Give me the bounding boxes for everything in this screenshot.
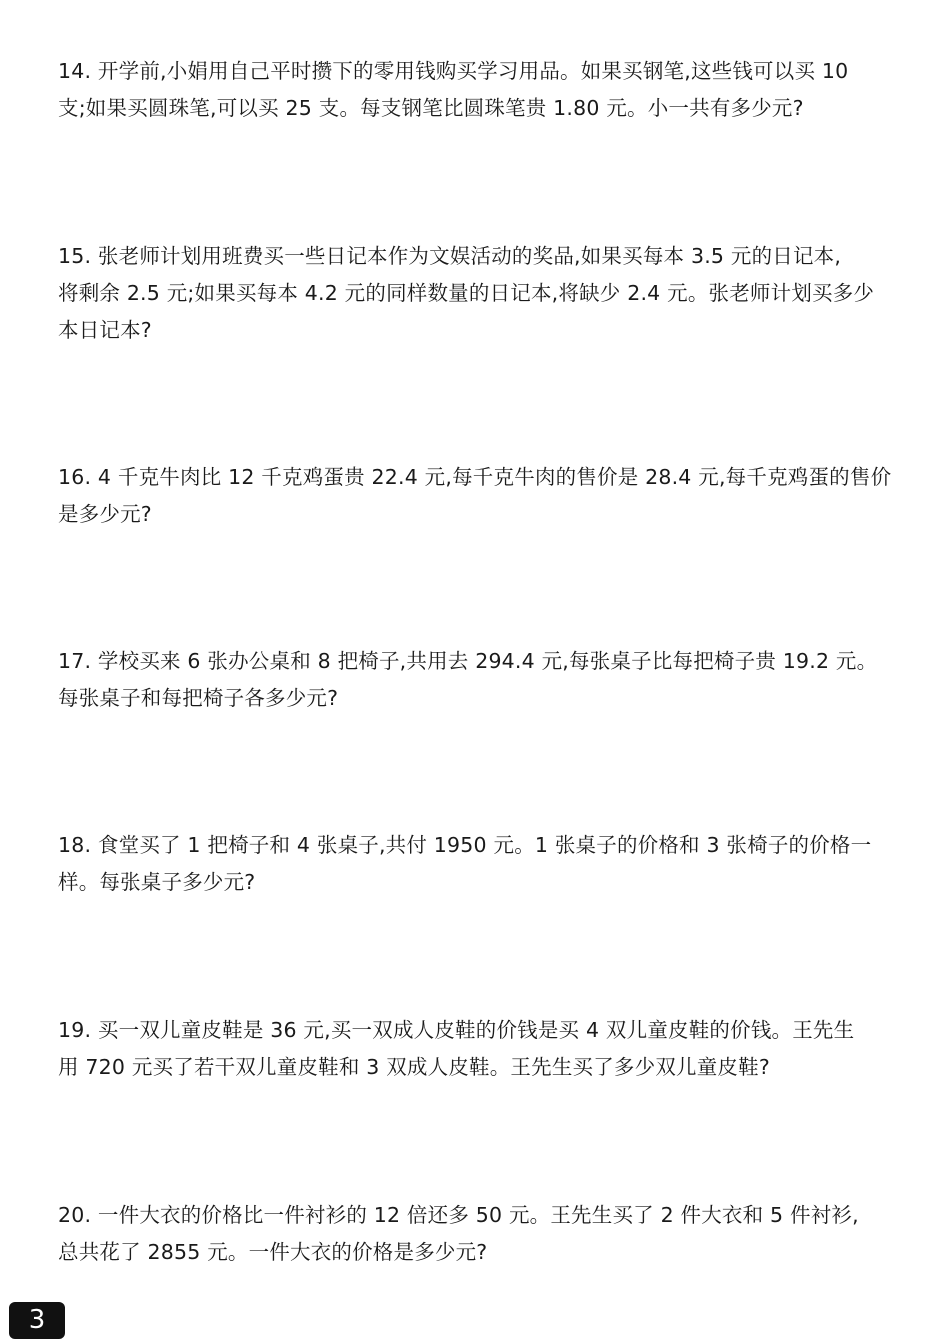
problem-19-line-1: 19. 买一双儿童皮鞋是 36 元,买一双成人皮鞋的价钱是买 4 双儿童皮鞋的价钱。王先生 [58, 1018, 855, 1042]
problem-19 [58, 1012, 900, 1086]
problem-15-line-2: 将剩余 2.5 元;如果买每本 4.2 元的同样数量的日记本,将缺少 2.4 元。张老师计划买多少 [58, 281, 875, 305]
problem-15-line-3: 本日记本? [58, 318, 152, 342]
problem-17 [58, 643, 900, 717]
page-number-badge: 3 [9, 1302, 65, 1339]
problem-19-line-2: 用 720 元买了若干双儿童皮鞋和 3 双成人皮鞋。王先生买了多少双儿童皮鞋? [58, 1055, 770, 1079]
problem-17-line-2: 每张桌子和每把椅子各多少元? [58, 686, 339, 710]
problem-18-line-1: 18. 食堂买了 1 把椅子和 4 张桌子,共付 1950 元。1 张桌子的价格和 3 张椅子的价格一 [58, 833, 872, 857]
problem-15-line-1: 15. 张老师计划用班费买一些日记本作为文娱活动的奖品,如果买每本 3.5 元的日记本, [58, 244, 842, 268]
problem-14-line-2: 支;如果买圆珠笔,可以买 25 支。每支钢笔比圆珠笔贵 1.80 元。小一共有多少元? [58, 96, 804, 120]
problem-18 [58, 827, 900, 901]
problem-18-line-2: 样。每张桌子多少元? [58, 870, 256, 894]
problem-16 [58, 459, 900, 533]
problem-20-line-1: 20. 一件大衣的价格比一件衬衫的 12 倍还多 50 元。王先生买了 2 件大衣和 5 件衬衫, [58, 1203, 859, 1227]
problem-15 [58, 238, 900, 349]
problem-20 [58, 1197, 900, 1271]
problem-14 [58, 53, 900, 127]
problem-20-line-2: 总共花了 2855 元。一件大衣的价格是多少元? [58, 1240, 488, 1264]
problem-17-line-1: 17. 学校买来 6 张办公桌和 8 把椅子,共用去 294.4 元,每张桌子比每把椅子贵 19.2 元。 [58, 649, 878, 673]
problem-16-line-2: 是多少元? [58, 502, 152, 526]
problem-14-line-1: 14. 开学前,小娟用自己平时攒下的零用钱购买学习用品。如果买钢笔,这些钱可以买 10 [58, 59, 849, 83]
problem-16-line-1: 16. 4 千克牛肉比 12 千克鸡蛋贵 22.4 元,每千克牛肉的售价是 28.4 元,每千克鸡蛋的售价 [58, 465, 892, 489]
